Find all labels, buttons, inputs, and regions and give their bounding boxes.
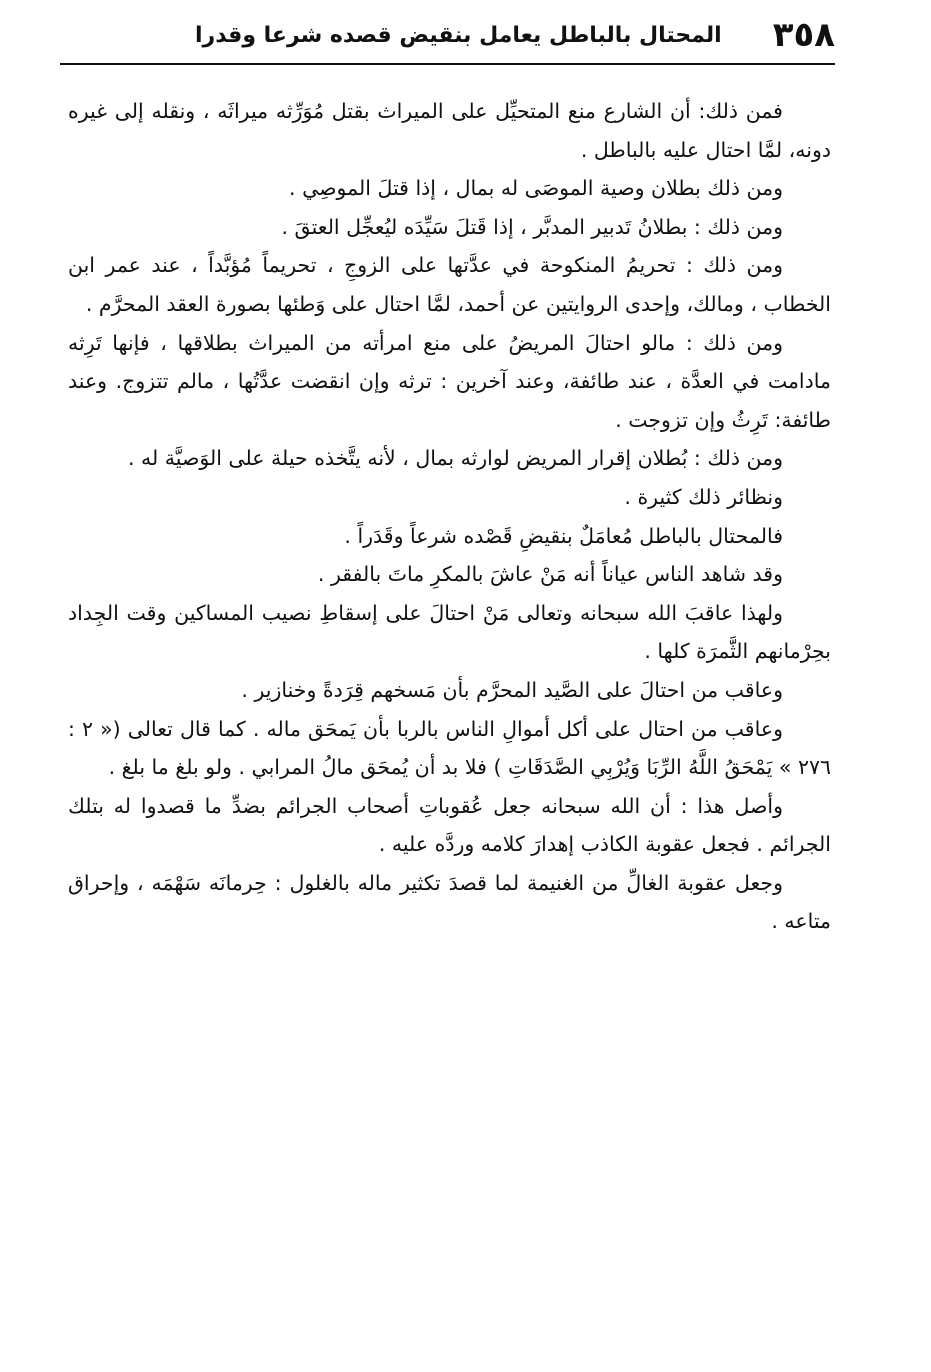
paragraph: ومن ذلك : مالو احتالَ المريضُ على منع امرأته من الميراث بطلاقها ، فإنها تَرِثه مادامت في العدَّة ، عند طائفة، وعند آخرين : ترثه وإن انقضت عدَّتُها ، مالم تتزوج. وعند طائفة: تَرِثُ وإن تزوجت .: [68, 330, 831, 432]
paragraph: ولهذا عاقبَ الله سبحانه وتعالى مَنْ احتالَ على إسقاطِ نصيب المساكين وقت الجِداد بحِرْمانهم الثَّمرَة كلها .: [68, 600, 831, 664]
paragraph: وقد شاهد الناس عياناً أنه مَنْ عاشَ بالمكرِ ماتَ بالفقر .: [317, 562, 783, 587]
page-header: [60, 14, 835, 56]
paragraph: فمن ذلك: أن الشارع منع المتحيِّل على الميراث بقتل مُوَرِّثه ميراثَه ، ونقله إلى غيره دونه، لمَّا احتال عليه بالباطل .: [68, 99, 831, 162]
page-number: ٣٥٨: [772, 15, 835, 55]
running-title: المحتال بالباطل يعامل بنقيض قصده شرعا وقدرا: [195, 22, 722, 48]
paragraph: وعاقب من احتالَ على الصَّيد المحرَّم بأن مَسخهم قِرَدةً وخنازير .: [241, 677, 783, 702]
paragraph: وعاقب من احتال على أكل أموالِ الناس بالربا بأن يَمحَق ماله . كما قال تعالى (« ٢ : ٢٧٦ » يَمْحَقُ اللَّهُ الرِّبَا وَيُرْبِي الصَّدَقَاتِ ) فلا بد أن يُمحَق مالُ المرابي . ولو بلغ ما بلغ .: [68, 716, 831, 780]
header-rule: [60, 63, 835, 65]
paragraph: ومن ذلك بطلان وصية الموصَى له بمال ، إذا قتلَ الموصِي .: [289, 176, 783, 201]
paragraph: ومن ذلك : بُطلان إقرار المريض لوارثه بمال ، لأنه يتَّخذه حيلة على الوَصيَّة له .: [128, 446, 783, 471]
paragraph: وجعل عقوبة الغالِّ من الغنيمة لما قصدَ تكثير ماله بالغلول : حِرمانَه سَهْمَه ، وإحراق متاعه .: [68, 870, 831, 934]
paragraph: ومن ذلك : تحريمُ المنكوحة في عدَّتها على الزوجِ ، تحريماً مُؤبَّداً ، عند عمر ابن الخطاب ، ومالك، وإحدى الروايتين عن أحمد، لمَّا احتال على وَطئها بصورة العقد المحرَّم .: [68, 253, 831, 316]
body-text: [68, 92, 831, 941]
paragraph: ونظائر ذلك كثيرة .: [624, 484, 783, 509]
paragraph: ومن ذلك : بطلانُ تَدبير المدبَّر ، إذا قَتلَ سَيِّدَه ليُعجِّل العتقَ .: [281, 214, 783, 239]
paragraph: فالمحتال بالباطل مُعامَلٌ بنقيضِ قَصْده شرعاً وقَدَراً .: [344, 523, 783, 548]
paragraph: وأصل هذا : أن الله سبحانه جعل عُقوباتِ أصحاب الجرائم بضدِّ ما قصدوا له بتلك الجرائم . فجعل عقوبة الكاذب إهدارَ كلامه وردَّه عليه .: [68, 793, 831, 857]
